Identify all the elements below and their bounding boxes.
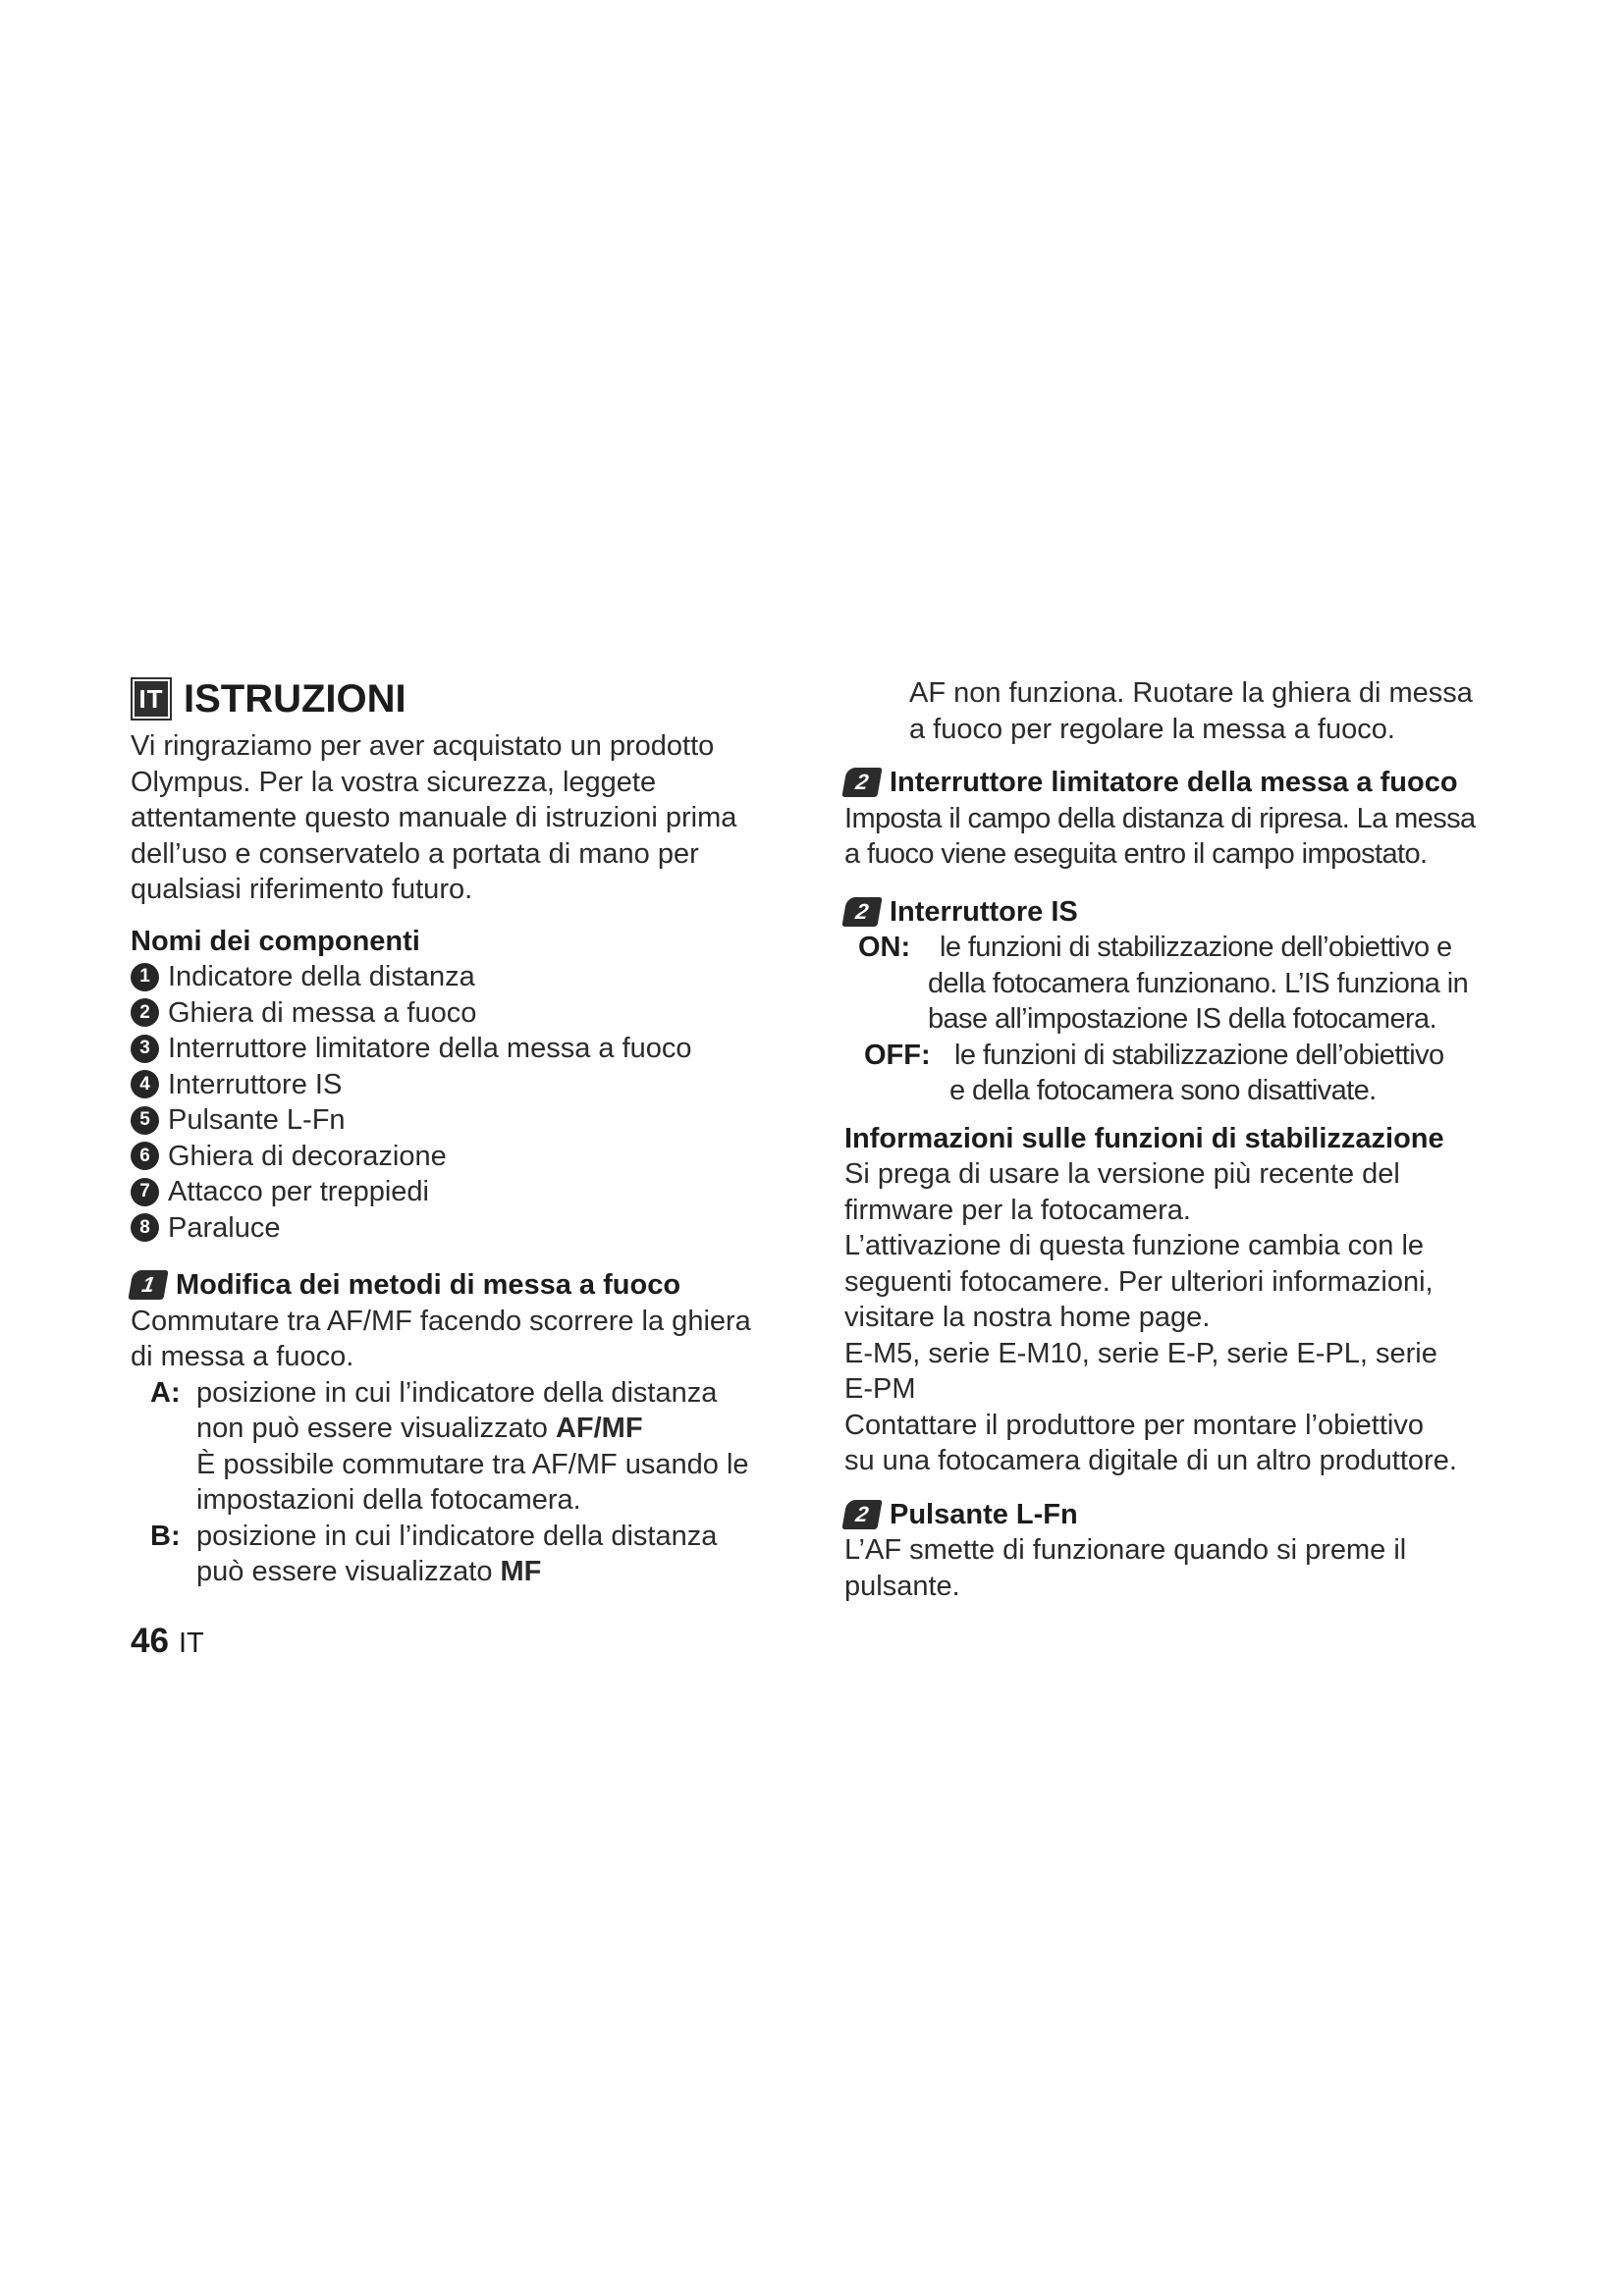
component-label: Attacco per treppiedi — [168, 1176, 429, 1207]
list-item — [131, 1102, 798, 1139]
list-item — [131, 1174, 798, 1210]
lfn-section-heading — [844, 1497, 1512, 1533]
step-1-icon: 1 — [128, 1270, 168, 1300]
continued-line: a fuoco per regolare la messa a fuoco. — [909, 713, 1395, 745]
continued-line: AF non funziona. Ruotare la ghiera di messa — [909, 677, 1473, 709]
lfn-section-body — [844, 1532, 1512, 1604]
body-line: visitare la nostra home page. — [844, 1302, 1211, 1333]
component-label: Pulsante L-Fn — [168, 1104, 346, 1136]
option-on — [844, 930, 1512, 1038]
info-section-body — [844, 1156, 1512, 1479]
number-1-icon: 1 — [131, 963, 159, 991]
option-text: può essere visualizzato — [196, 1556, 501, 1587]
intro-line: qualsiasi riferimento futuro. — [131, 874, 473, 905]
option-text: non può essere visualizzato — [196, 1413, 556, 1444]
list-item — [131, 1210, 798, 1247]
body-line: Imposta il campo della distanza di ripresa. La messa — [844, 802, 1476, 834]
heading-text: Pulsante L-Fn — [890, 1498, 1078, 1530]
component-label: Interruttore limitatore della messa a fuoco — [168, 1033, 692, 1064]
focus-section-body — [131, 1304, 798, 1375]
page-language: IT — [178, 1628, 204, 1659]
continued-text — [844, 675, 1512, 747]
option-body — [928, 930, 1469, 1038]
body-line: E-M5, serie E-M10, serie E-P, serie E-PL, serie — [844, 1337, 1437, 1369]
intro-line: dell’uso e conservatelo a portata di mano per — [131, 837, 699, 870]
list-item — [131, 995, 798, 1032]
component-label: Ghiera di decorazione — [168, 1140, 447, 1172]
option-body — [196, 1375, 749, 1519]
is-section-heading — [844, 894, 1512, 931]
components-heading: Nomi dei componenti — [131, 925, 420, 957]
number-2-icon: 2 — [131, 998, 159, 1027]
option-line: impostazioni della fotocamera. — [196, 1484, 581, 1516]
intro-line: attentamente questo manuale di istruzioni prima — [131, 802, 737, 833]
option-b — [131, 1519, 798, 1590]
component-label: Indicatore della distanza — [168, 961, 475, 992]
page-title — [131, 675, 798, 722]
heading-text: Interruttore limitatore della messa a fuoco — [890, 767, 1458, 798]
body-line: firmware per la fotocamera. — [844, 1194, 1191, 1226]
number-3-icon: 3 — [131, 1035, 159, 1063]
right-column — [844, 675, 1512, 1604]
step-2-icon: 2 — [841, 768, 882, 797]
limiter-section-heading — [844, 765, 1512, 801]
number-7-icon: 7 — [131, 1178, 159, 1206]
number-4-icon: 4 — [131, 1070, 159, 1098]
option-key: ON: — [858, 932, 911, 963]
option-line: le funzioni di stabilizzazione dell’obiettivo e — [940, 932, 1452, 963]
component-label: Interruttore IS — [168, 1068, 343, 1100]
body-line: su una fotocamera digitale di un altro produttore. — [844, 1445, 1457, 1476]
body-line: Contattare il produttore per montare l’obiettivo — [844, 1409, 1424, 1441]
list-item — [131, 1031, 798, 1067]
option-line: posizione in cui l’indicatore della distanza — [196, 1376, 718, 1409]
language-badge-icon: IT — [131, 677, 172, 721]
option-line: È possibile commutare tra AF/MF usando le — [196, 1448, 749, 1480]
option-line: le funzioni di stabilizzazione dell’obiettivo — [954, 1039, 1444, 1071]
body-line: di messa a fuoco. — [131, 1341, 354, 1372]
focus-section-heading — [131, 1267, 798, 1304]
option-line: della fotocamera funzionano. L’IS funziona in — [928, 967, 1469, 999]
option-line — [196, 1554, 717, 1590]
heading-text: Modifica dei metodi di messa a fuoco — [176, 1269, 681, 1301]
option-line: e della fotocamera sono disattivate. — [949, 1075, 1377, 1106]
number-6-icon: 6 — [131, 1142, 159, 1170]
option-off — [844, 1038, 1512, 1109]
number-5-icon: 5 — [131, 1106, 159, 1135]
option-emphasis: AF/MF — [555, 1413, 643, 1444]
step-2-icon: 2 — [841, 1500, 882, 1529]
title-text: ISTRUZIONI — [184, 677, 406, 721]
option-body — [949, 1038, 1444, 1109]
components-list — [131, 959, 798, 1246]
option-key: OFF: — [864, 1039, 931, 1071]
page-number-value: 46 — [131, 1622, 169, 1660]
option-emphasis: MF — [500, 1556, 542, 1587]
list-item — [131, 959, 798, 995]
body-line: Commutare tra AF/MF facendo scorrere la ghiera — [131, 1305, 751, 1337]
list-item — [131, 1067, 798, 1103]
heading-text: Interruttore IS — [890, 895, 1078, 928]
body-line: E-PM — [844, 1373, 916, 1405]
body-line: pulsante. — [844, 1570, 960, 1602]
option-key: B: — [150, 1520, 181, 1552]
body-line: Si prega di usare la versione più recente del — [844, 1158, 1400, 1190]
body-line: L’AF smette di funzionare quando si preme il — [844, 1534, 1407, 1566]
option-line: base all’impostazione IS della fotocamera. — [928, 1003, 1437, 1035]
component-label: Ghiera di messa a fuoco — [168, 996, 477, 1029]
option-a — [131, 1375, 798, 1519]
component-label: Paraluce — [168, 1211, 281, 1244]
option-line — [196, 1411, 749, 1447]
list-item — [131, 1139, 798, 1175]
body-line: seguenti fotocamere. Per ulteriori informazioni, — [844, 1265, 1434, 1298]
option-body — [196, 1519, 717, 1590]
step-2-icon: 2 — [841, 897, 882, 927]
body-line: L’attivazione di questa funzione cambia con le — [844, 1230, 1425, 1261]
body-line: a fuoco viene eseguita entro il campo impostato. — [844, 838, 1428, 870]
intro-paragraph — [131, 728, 798, 908]
left-column — [131, 675, 798, 1590]
intro-line: Vi ringraziamo per aver acquistato un prodotto — [131, 730, 715, 762]
intro-line: Olympus. Per la vostra sicurezza, leggete — [131, 766, 657, 798]
info-section-heading: Informazioni sulle funzioni di stabilizzazione — [844, 1122, 1444, 1154]
option-line: posizione in cui l’indicatore della distanza — [196, 1520, 718, 1552]
limiter-section-body — [844, 801, 1512, 873]
number-8-icon: 8 — [131, 1213, 159, 1242]
option-key: A: — [150, 1376, 181, 1409]
page-number — [131, 1622, 204, 1663]
